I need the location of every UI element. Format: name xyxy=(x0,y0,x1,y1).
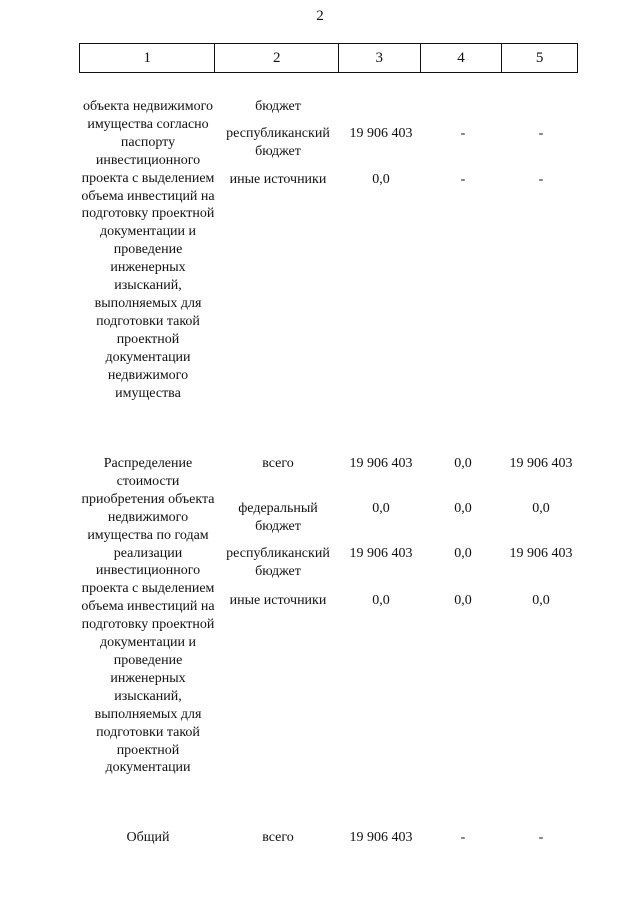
column-header-3: 3 xyxy=(339,44,421,72)
block2-row3-col4: 0,0 xyxy=(454,546,472,561)
block2-row2-col5: 0,0 xyxy=(532,501,550,516)
block2-description: Распределение стоимости приобретения объекта недвижимого имущества по годам реализации инвестиционного проекта с выделением объема инвестиций на подготовку проектной документации и проведение инженерных изысканий, выполняемых для подготовки такой проектной документации xyxy=(81,456,215,776)
block1-row3-source: иные источники xyxy=(229,172,327,187)
block2-row4-col4: 0,0 xyxy=(454,593,472,608)
block2-row1-col3: 19 906 403 xyxy=(349,456,413,471)
block2-row3-col5: 19 906 403 xyxy=(509,546,573,561)
block2-row2-col3: 0,0 xyxy=(372,501,390,516)
block1-row2-col4: - xyxy=(460,126,466,141)
block3-row1-col4: - xyxy=(460,830,466,845)
block2-row2-col4: 0,0 xyxy=(454,501,472,516)
block2-row3-col3: 19 906 403 xyxy=(349,546,413,561)
column-header-5: 5 xyxy=(535,49,544,66)
block1-row3-col5: - xyxy=(538,172,544,187)
block1-row3-col4: - xyxy=(460,172,466,187)
block2-row4-col3: 0,0 xyxy=(372,593,390,608)
block2-row4-source: иные источники xyxy=(229,593,327,608)
block2-row2-source: федеральный бюджет xyxy=(238,501,318,534)
block1-row3-col3: 0,0 xyxy=(372,172,390,187)
page-number: 2 xyxy=(316,8,324,24)
table-column-header xyxy=(79,43,578,73)
block1-row1-source: бюджет xyxy=(255,99,301,114)
block2-row3-source: республиканский бюджет xyxy=(226,546,330,579)
block2-row1-col5: 19 906 403 xyxy=(509,456,573,471)
block2-row1-source: всего xyxy=(262,456,294,471)
block3-description: Общий xyxy=(126,830,170,845)
block1-row2-col5: - xyxy=(538,126,544,141)
block2-row1-col4: 0,0 xyxy=(454,456,472,471)
block1-row2-source: республиканский бюджет xyxy=(226,126,330,159)
column-header-4: 4 xyxy=(421,44,503,72)
column-header-2: 2 xyxy=(215,44,339,72)
block3-row1-col3: 19 906 403 xyxy=(349,830,413,845)
block1-row2-col3: 19 906 403 xyxy=(349,126,413,141)
block3-row1-col5: - xyxy=(538,830,544,845)
column-header-1: 1 xyxy=(80,44,215,72)
block3-row1-source: всего xyxy=(262,830,294,845)
block1-description: объекта недвижимого имущества согласно паспорту инвестиционного проекта с выделением объема инвестиций на подготовку проектной документации и проведение инженерных изысканий, выполняемых для подготовки такой проектной документации недвижимого имущества xyxy=(81,99,215,401)
block2-row4-col5: 0,0 xyxy=(532,593,550,608)
